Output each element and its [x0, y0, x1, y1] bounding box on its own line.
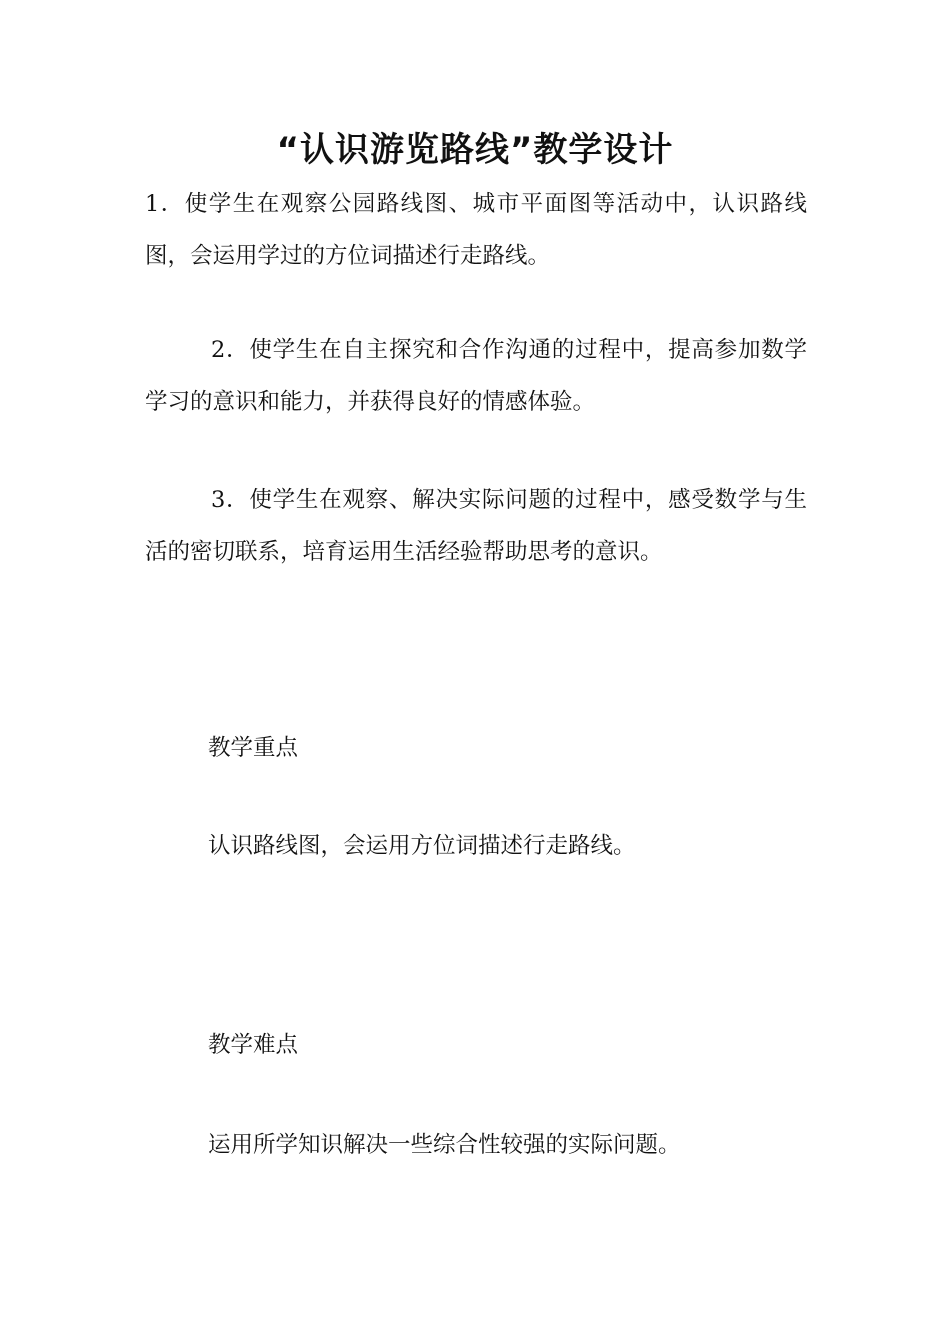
key-point-text: 认识路线图，会运用方位词描述行走路线。 — [208, 833, 636, 859]
difficulty-heading: 教学难点 — [208, 1032, 299, 1058]
key-point-heading: 教学重点 — [208, 735, 299, 761]
objective-1: 1．使学生在观察公园路线图、城市平面图等活动中，认识路线图，会运用学过的方位词描述行走路线。 — [145, 191, 807, 269]
objective-3: 3．使学生在观察、解决实际问题的过程中，感受数学与生活的密切联系，培育运用生活经验帮助思考的意识。 — [145, 487, 807, 565]
difficulty-text: 运用所学知识解决一些综合性较强的实际问题。 — [208, 1132, 681, 1158]
document-title: “认识游览路线”教学设计 — [276, 130, 674, 170]
objective-2: 2．使学生在自主探究和合作沟通的过程中，提高参加数学学习的意识和能力，并获得良好的情感体验。 — [145, 337, 807, 415]
